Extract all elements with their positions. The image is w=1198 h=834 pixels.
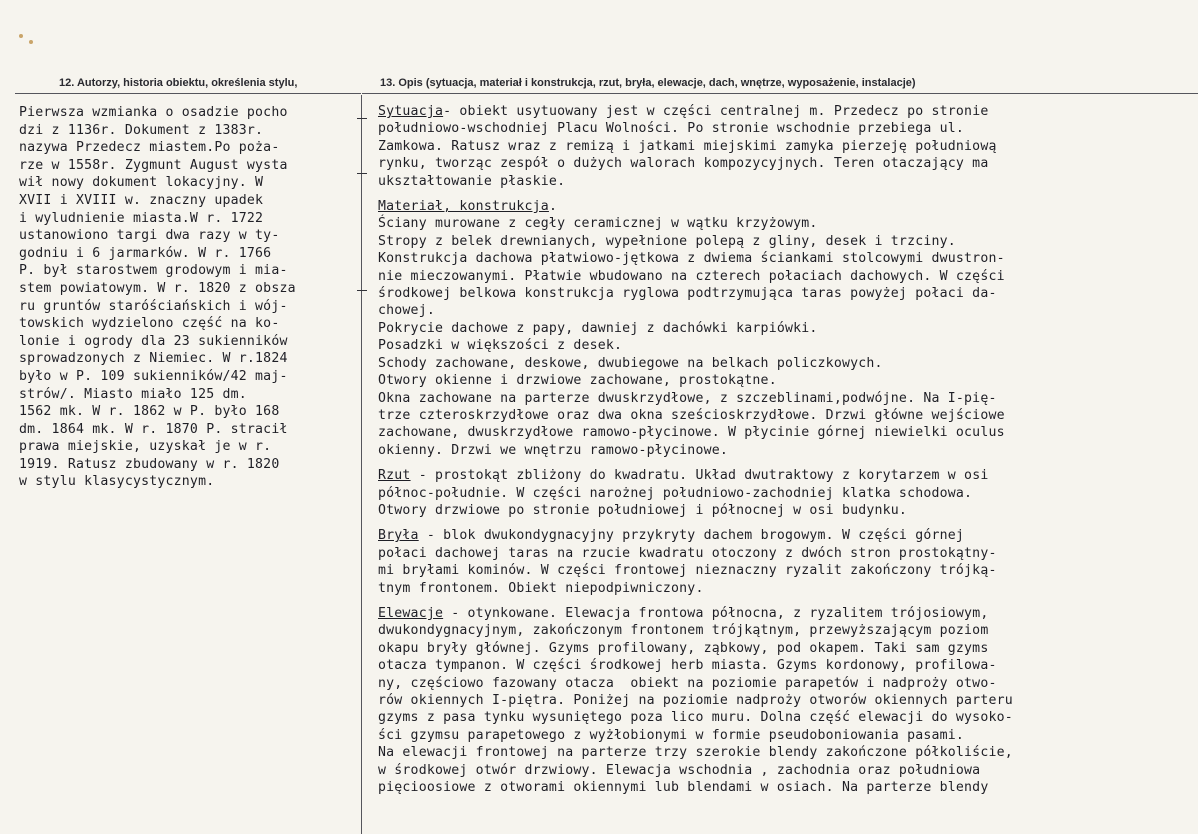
section-rzut: [378, 467, 1193, 519]
header-rule-right: [362, 93, 1198, 94]
section-12-heading: 12. Autorzy, historia obiektu, określenia stylu,: [59, 77, 298, 89]
section-title: Materiał, konstrukcja: [378, 199, 549, 215]
section-title: Bryła: [378, 528, 419, 544]
section-body: . Ściany murowane z cegły ceramicznej w wątku krzyżowym. Stropy z belek drewnianych, wypełnione polepą z gliny, desek i trzciny. Konstrukcja dachowa płatwiowo-jętkowa z dwiema ściankami stolcowymi dwustron- nie mieczowanymi. Płatwie wbudowano na czterech połaciach dachowych. W części środkowej belkowa konstrukcja ryglowa podtrzymująca taras powyżej połaci da- chowej. Pokrycie dachowe z papy, dawniej z dachówki karpiówki. Posadzki w większości z desek. Schody zachowane, deskowe, dwubiegowe na belkach policzkowych. Otwory okienne i drzwiowe zachowane, prostokątne. Okna zachowane na parterze dwuskrzydłowe, z szczeblinami,podwójne. Na I-pię- trze czteroskrzydłowe oraz dwa okna sześcioskrzydłowe. Drzwi główne wejściowe zachowane, dwuskrzydłowe ramowo-płycinowe. W płycinie górnej niewielki oculus okienny. Drzwi we wnętrzu ramowo-płycinowe.: [378, 199, 1005, 458]
section-body: - otynkowane. Elewacja frontowa północna, z ryzalitem trójosiowym, dwukondygnacyjnym, zakończonym frontonem trójkątnym, przewyższającym poziom okapu bryły głównej. Gzyms profilowany, ząbkowy, pod okapem. Taki sam gzyms otacza tympanon. W części środkowej herb miasta. Gzyms kordonowy, profilowa- ny, częściowo fazowany otacza obiekt na poziomie parapetów i nadproży otwo- rów okiennych I-piętra. Poniżej na poziomie nadproży otworów okiennych parteru gzyms z pasa tynku wysuniętego poza lico muru. Dolna część elewacji do wysoko- ści gzymsu parapetowego z wyżłobionymi w formie pseudoboniowania pasami. Na elewacji frontowej na parterze trzy szerokie blendy zakończone półkoliście, w środkowej otwór drzwiowy. Elewacja wschodnia , zachodnia oraz południowa pięcioosiowe z otworami okiennymi lub blendami w osiach. Na parterze blendy: [378, 605, 1013, 796]
section-title: Elewacje: [378, 605, 444, 621]
section-body: - obiekt usytuowany jest w części centralnej m. Przedecz po stronie południowo-wschodniej Placu Wolności. Po stronie wschodnie przebiega ul. Zamkowa. Ratusz wraz z remizą i jatkami miejskimi zamyka pierzeję południową rynku, tworząc zespół o dużych walorach kompozycyjnych. Teren otaczający ma ukształtowanie płaskie.: [378, 104, 997, 189]
section-title: Sytuacja: [378, 104, 444, 119]
section-material-konstrukcja: [378, 198, 1193, 459]
punch-mark: [29, 40, 33, 44]
column-divider: [361, 95, 362, 834]
section-bryla: [378, 527, 1193, 597]
section-elewacje: [378, 605, 1193, 796]
section-13-heading: 13. Opis (sytuacja, materiał i konstrukcja, rzut, bryła, elewacje, dach, wnętrze, wyposażenie, instalacje): [380, 77, 916, 89]
section-title: Rzut: [378, 468, 411, 484]
header-rule-left: [15, 93, 361, 94]
history-text: Pierwsza wzmianka o osadzie pocho dzi z 1136r. Dokument z 1383r. nazywa Przedecz miastem.Po poża- rze w 1558r. Zygmunt August wysta wił nowy dokument lokacyjny. W XVII i XVIII w. znaczny upadek i wyludnienie miasta.W r. 1722 ustanowiono targi dwa razy w ty- godniu i 6 jarmarków. W r. 1766 P. był starostwem grodowym i mia- stem powiatowym. W r. 1820 z obsza ru gruntów staróściańskich i wój- towskich wydzielono część na ko- lonie i ogrody dla 23 sukienników sprowadzonych z Niemiec. W r.1824 było w P. 109 sukienników/42 maj- strów/. Miasto miało 125 dm. 1562 mk. W r. 1862 w P. było 168 dm. 1864 mk. W r. 1870 P. stracił prawa miejskie, uzyskał je w r. 1919. Ratusz zbudowany w r. 1820 w stylu klasycystycznym.: [19, 105, 296, 490]
section-body: - prostokąt zbliżony do kwadratu. Układ dwutraktowy z korytarzem w osi północ-południe. W części narożnej południowo-zachodniej klatka schodowa. Otwory drzwiowe po stronie południowej i północnej w osi budynku.: [378, 468, 989, 518]
description-text: [378, 103, 1193, 804]
punch-mark: [19, 34, 23, 38]
section-body: - blok dwukondygnacyjny przykryty dachem brogowym. W części górnej połaci dachowej taras na rzucie kwadratu otoczony z dwóch stron prostokątny- mi bryłami kominów. W części frontowej nieznaczny ryzalit zakończony trójką- tnym frontonem. Obiekt niepodpiwniczony.: [378, 528, 997, 596]
section-sytuacja: [378, 103, 1193, 190]
